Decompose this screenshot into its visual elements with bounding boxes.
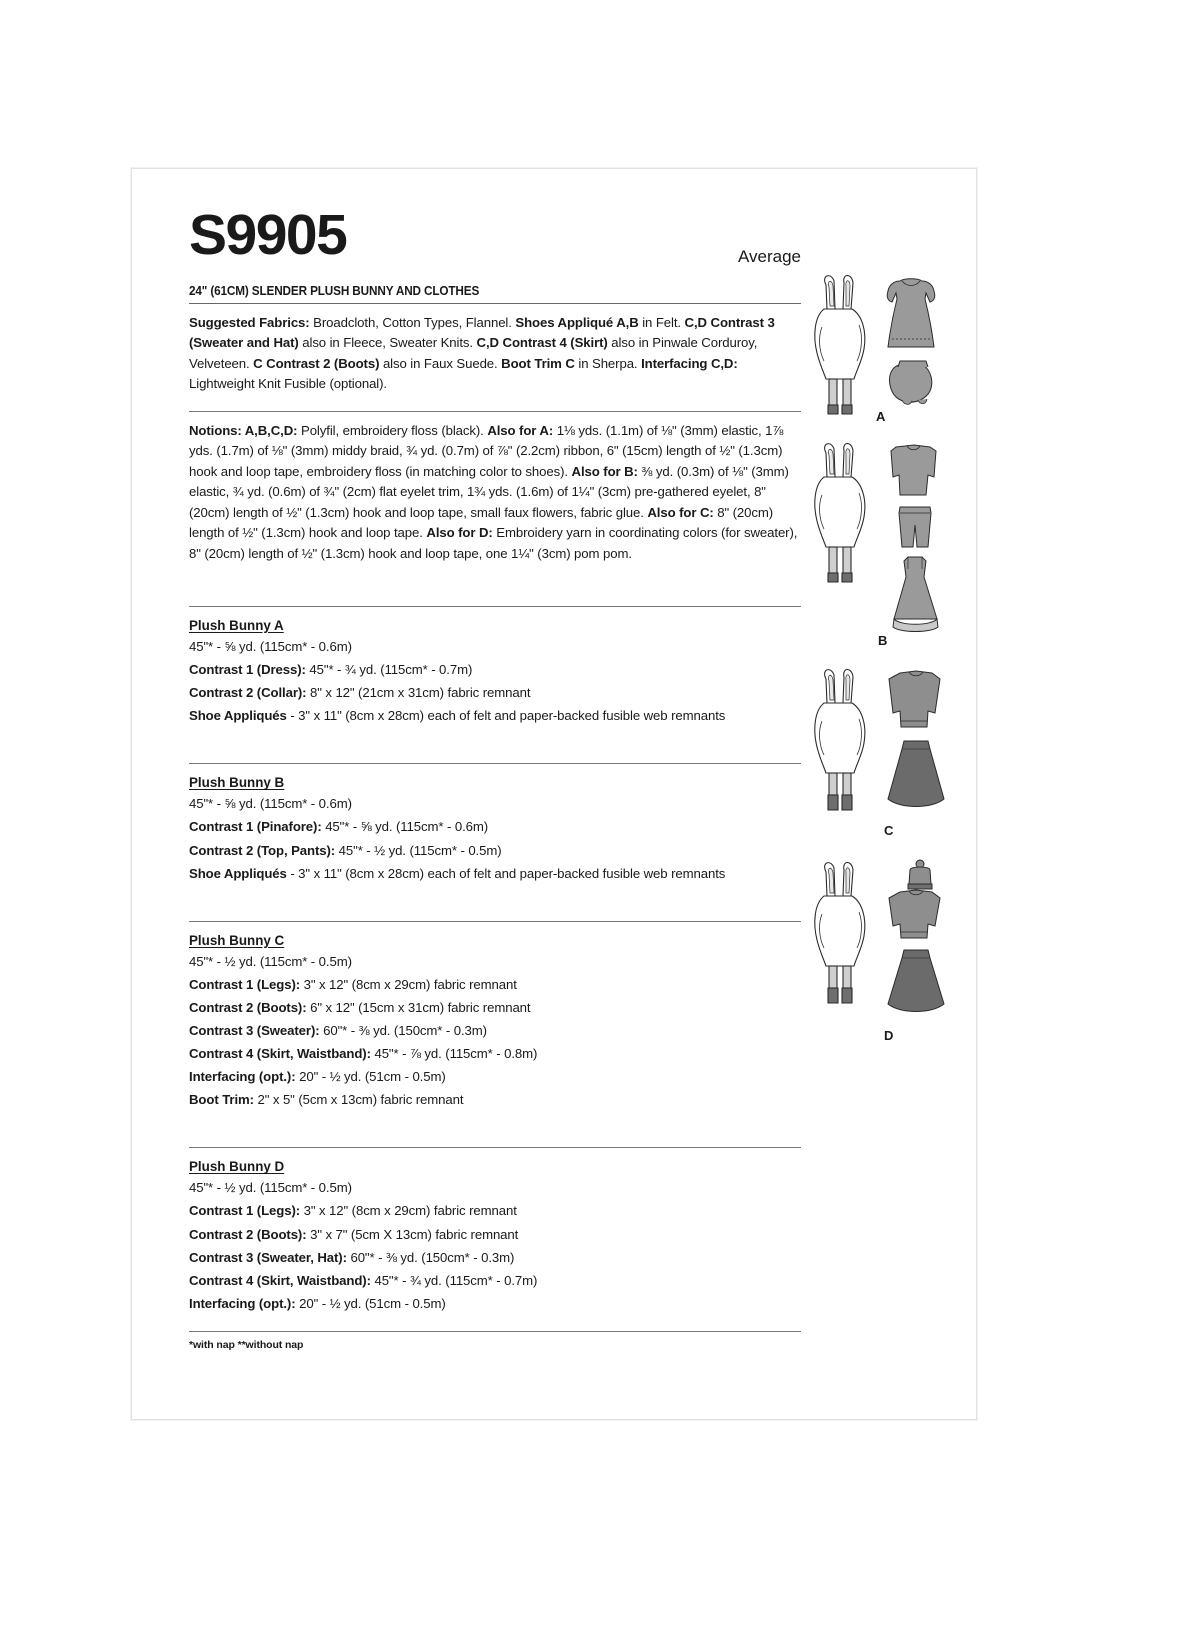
bunny-with-boots-d [815,863,865,1004]
yardage-line-label: Contrast 1 (Dress): [189,662,306,678]
yardage-line-label: Contrast 4 (Skirt, Waistband): [189,1046,371,1062]
puff-sleeve-dress-a [887,279,935,347]
yardage-block-d [189,1147,801,1331]
yardage-line [189,681,801,704]
yardage-line [189,950,801,973]
yardage-line-value: 3" x 12" (8cm x 29cm) fabric remnant [300,976,517,992]
block-heading: Plush Bunny B [189,775,285,791]
yardage-line [189,1019,801,1042]
yardage-line-label: Contrast 3 (Sweater): [189,1023,320,1039]
yardage-line [189,1199,801,1222]
flared-skirt-c [888,741,944,807]
flared-skirt-d [888,950,944,1012]
yardage-line-value: 45"* - ⅝ yd. (115cm* - 0.6m) [321,819,489,835]
yardage-line-value: 3" x 12" (8cm x 29cm) fabric remnant [300,1203,517,1219]
yardage-line-value: - 3" x 11" (8cm x 28cm) each of felt and paper-backed fusible web remnants [286,865,726,881]
notions-run-8: Also for D: [426,525,493,541]
spacer [189,885,801,901]
yardage-line-label: Boot Trim: [189,1092,254,1108]
notions-run-5: ⅜ yd. (0.3m) of ⅛" (3mm) elastic, ¾ yd. (0.6m) of ¾" (2cm) flat eyelet trim, 1¾ yds. (1.6m) of 1¼" (3cm) pre-gathered eyelet, 8" (20cm) length of ½" (1.3cm) hook and loop tape, small faux flowers, fabric glue. [189,463,789,520]
yardage-line [189,1292,801,1315]
suggested-fabrics-run-2: Shoes Appliqué A,B [515,315,639,330]
yardage-line [189,1088,801,1111]
yardage-line-value: 45"* - ¾ yd. (115cm* - 0.7m) [305,662,473,678]
sweater-c [889,671,940,727]
yardage-line [189,973,801,996]
yardage-line-value: 60"* - ⅜ yd. (150cm* - 0.3m) [346,1249,515,1265]
bloomers-a [889,361,931,404]
yardage-line-label: Contrast 1 (Legs): [189,1203,301,1219]
yardage-line-label: Contrast 4 (Skirt, Waistband): [189,1272,371,1288]
yardage-line [189,1065,801,1088]
yardage-line-label: Interfacing (opt.): [189,1295,296,1311]
yardage-line-label: Contrast 2 (Collar): [189,685,307,701]
yardage-line [189,1223,801,1246]
notions-run-0: Notions: A,B,C,D: [189,422,298,438]
block-heading: Plush Bunny D [189,1159,285,1175]
yardage-line-label: Shoe Appliqués [189,708,287,724]
suggested-fabrics-run-0: Suggested Fabrics: [189,315,310,330]
yardage-line-value: 2" x 5" (5cm x 13cm) fabric remnant [253,1092,464,1108]
illustration-column [804,269,956,1049]
yardage-line [189,658,801,681]
suggested-fabrics-run-9: also in Faux Suede. [379,355,502,371]
yardage-block-a [189,606,801,743]
yardage-line-value: 45"* - ⅝ yd. (115cm* - 0.6m) [189,638,352,654]
pattern-envelope-back [131,168,977,1420]
view-group-a [804,269,956,429]
divider-above-d [189,1147,801,1148]
yardage-line [189,862,801,885]
content-column [189,201,801,1351]
bunny-with-shoes-a [815,276,865,415]
yardage-line-value: 3" x 7" (5cm X 13cm) fabric remnant [306,1226,519,1242]
bunny-with-boots-c [815,670,865,811]
yardage-block-b [189,763,801,900]
envelope-header [189,201,801,281]
yardage-line-value: 45"* - ½ yd. (115cm* - 0.5m) [189,1180,352,1196]
page-title: S9905 [189,203,347,267]
suggested-fabrics-run-12: Interfacing C,D: [641,355,738,371]
yardage-line-label: Contrast 2 (Boots): [189,1226,307,1242]
view-group-c [804,663,956,848]
yardage-line-value: 20" - ½ yd. (51cm - 0.5m) [295,1069,446,1085]
notions-run-1: Polyfil, embroidery floss (black). [297,422,488,438]
yardage-line-value: 45"* - ⅝ yd. (115cm* - 0.6m) [189,796,352,812]
yardage-line [189,839,801,862]
divider-above-footnote [189,1331,801,1332]
yardage-line-label: Interfacing (opt.): [189,1069,296,1085]
notions-paragraph [189,421,801,564]
yardage-blocks [189,606,801,1331]
view-group-b [804,437,956,655]
difficulty-label: Average [737,247,801,266]
divider-above-notions [189,411,801,412]
yardage-line-value: 8" x 12" (21cm x 31cm) fabric remnant [306,685,531,701]
figure-view-a [804,269,956,429]
block-heading: Plush Bunny A [189,617,284,633]
pinafore-top-b [891,445,936,495]
yardage-line-value: - 3" x 11" (8cm x 28cm) each of felt and paper-backed fusible web remnants [286,708,726,724]
notions-run-6: Also for C: [647,504,714,520]
notions-run-4: Also for B: [571,463,638,479]
suggested-fabrics-run-6: C,D Contrast 4 (Skirt) [476,335,608,351]
suggested-fabrics-run-1: Broadcloth, Cotton Types, Flannel. [309,315,516,330]
view-group-d [804,856,956,1041]
divider-above-c [189,921,801,922]
yardage-line [189,792,801,815]
spacer [189,727,801,743]
spacer [189,1111,801,1127]
yardage-line [189,815,801,838]
yardage-line [189,1269,801,1292]
yardage-line [189,996,801,1019]
divider-above-b [189,763,801,764]
pattern-subtitle: 24" (61CM) SLENDER PLUSH BUNNY AND CLOTHES [189,284,480,298]
view-label-c: C [884,823,894,838]
yardage-line-value: 6" x 12" (15cm x 31cm) fabric remnant [306,999,531,1015]
pinafore-dress-b [893,557,938,632]
suggested-fabrics-paragraph [189,313,801,395]
yardage-line-label: Contrast 1 (Pinafore): [189,819,322,835]
yardage-line-label: Contrast 2 (Top, Pants): [189,842,336,858]
suggested-fabrics-run-10: Boot Trim C [501,355,575,371]
spacer [189,1315,801,1331]
view-label-a: A [876,409,886,424]
yardage-line-value: 60"* - ⅜ yd. (150cm* - 0.3m) [319,1023,487,1039]
pants-b [899,507,931,547]
view-label-d: D [884,1028,894,1043]
notions-run-9: Embroidery yarn in coordinating colors (for sweater), 8" (20cm) length of ½" (1.3cm) hook and loop tape, one 1¼" (3cm) pom pom. [189,525,798,561]
suggested-fabrics-run-13: Lightweight Knit Fusible (optional). [189,376,387,392]
yardage-line [189,1246,801,1269]
divider-above-a [189,606,801,607]
figure-view-d [804,856,956,1041]
divider-under-subtitle [189,303,801,304]
notions-run-3: 1⅛ yds. (1.1m) of ⅛" (3mm) elastic, 1⅞ yds. (1.7m) of ⅛" (3mm) middy braid, ¾ yd. (0.7m) of ⅞" (2.2cm) ribbon, 6" (15cm) length of ½" (1.3cm) hook and loop tape, embroidery floss (in matching color to shoes). [189,422,784,479]
yardage-line [189,635,801,658]
figure-view-c [804,663,956,848]
sweater-d [889,890,940,938]
notions-run-7: 8" (20cm) length of ½" (1.3cm) hook and loop tape. [189,504,774,541]
yardage-line-label: Contrast 1 (Legs): [189,976,301,992]
hat-d [908,860,932,889]
yardage-line-label: Shoe Appliqués [189,865,287,881]
yardage-line-label: Contrast 3 (Sweater, Hat): [189,1249,347,1265]
notions-run-2: Also for A: [487,422,554,438]
yardage-line [189,704,801,727]
yardage-line-value: 45"* - ½ yd. (115cm* - 0.5m) [335,842,502,858]
figure-view-b [804,437,956,655]
suggested-fabrics-run-8: C Contrast 2 (Boots) [253,355,380,371]
spacer [189,564,801,586]
bunny-with-shoes-b [815,444,865,583]
nap-footnote: *with nap **without nap [189,1338,304,1351]
yardage-line-value: 20" - ½ yd. (51cm - 0.5m) [295,1295,446,1311]
view-label-b: B [878,633,888,648]
yardage-line-label: Contrast 2 (Boots): [189,999,307,1015]
suggested-fabrics-run-3: in Felt. [638,315,685,330]
spacer [189,395,801,411]
yardage-line-value: 45"* - ¾ yd. (115cm* - 0.7m) [370,1272,538,1288]
yardage-line [189,1176,801,1199]
block-heading: Plush Bunny C [189,932,285,948]
suggested-fabrics-run-7: also in Pinwale Corduroy, Velveteen. [189,335,758,371]
suggested-fabrics-run-4: C,D Contrast 3 (Sweater and Hat) [189,315,775,351]
yardage-block-c [189,921,801,1128]
yardage-line-value: 45"* - ⅞ yd. (115cm* - 0.8m) [370,1046,538,1062]
yardage-line [189,1042,801,1065]
suggested-fabrics-run-11: in Sherpa. [574,355,642,371]
suggested-fabrics-run-5: also in Fleece, Sweater Knits. [298,335,477,351]
yardage-line-value: 45"* - ½ yd. (115cm* - 0.5m) [189,953,352,969]
